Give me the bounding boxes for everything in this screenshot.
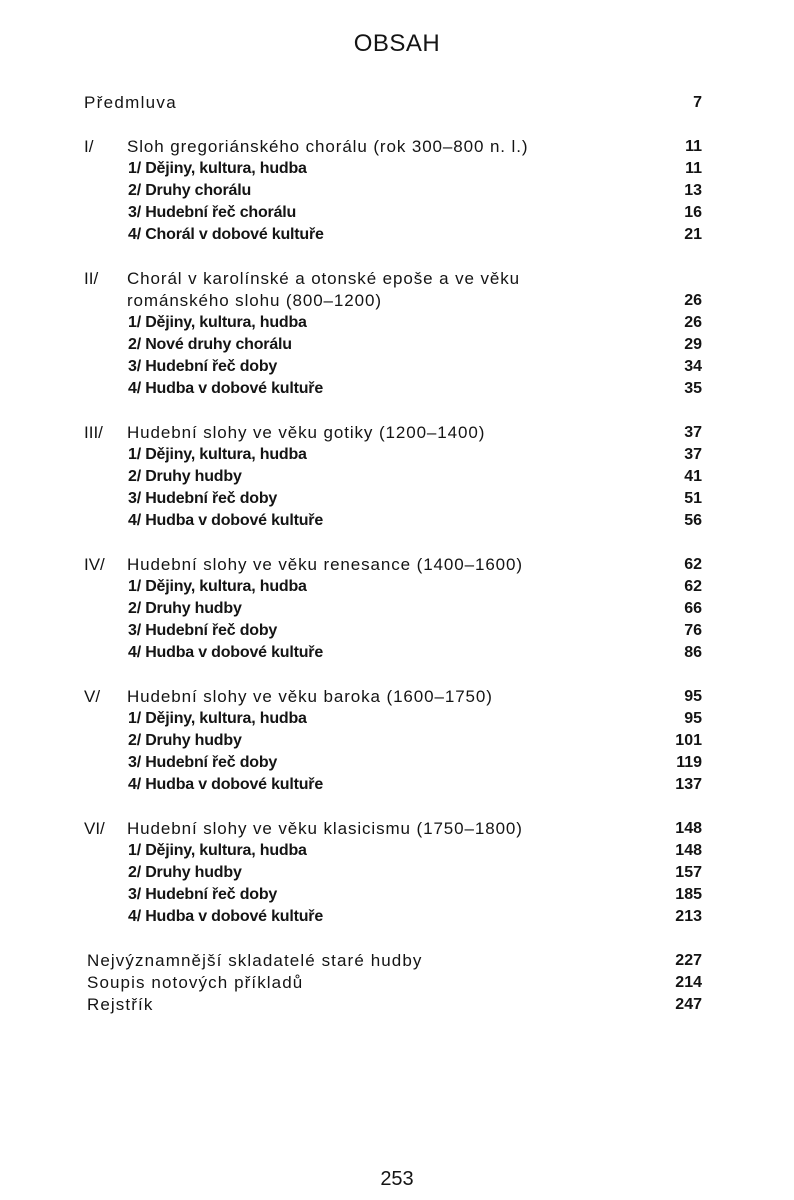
section-page: 101	[675, 732, 702, 749]
section-text: 3/ Hudební řeč doby	[128, 358, 278, 375]
section-page: 95	[684, 710, 702, 727]
chapter-page: 11	[685, 138, 702, 155]
section-text: 2/ Druhy chorálu	[128, 182, 252, 199]
section-page: 66	[684, 600, 702, 617]
section-page: 185	[675, 886, 702, 903]
section-page: 148	[675, 842, 702, 859]
section-page: 37	[684, 446, 702, 463]
toc-entry-index	[80, 994, 702, 1016]
section-page: 13	[684, 182, 702, 199]
section-entry	[80, 202, 702, 224]
section-page: 11	[685, 160, 702, 177]
chapter-title: Hudební slohy ve věku renesance (1400–1600)	[127, 555, 523, 574]
section-page: 76	[684, 622, 702, 639]
section-text: 1/ Dějiny, kultura, hudba	[128, 160, 307, 177]
section-entry	[80, 334, 702, 356]
chapter-number: VI/	[84, 819, 105, 838]
section-text: 3/ Hudební řeč doby	[128, 490, 278, 507]
chapter-number: I/	[84, 137, 94, 156]
chapter-page: 62	[684, 556, 702, 573]
chapter-heading-2-cont	[80, 290, 702, 312]
section-text: 2/ Druhy hudby	[128, 732, 242, 749]
section-page: 29	[684, 336, 702, 353]
section-page: 21	[684, 226, 702, 243]
toc-entry-page: 7	[693, 94, 702, 111]
section-text: 3/ Hudební řeč doby	[128, 886, 278, 903]
chapter-heading-3	[80, 422, 702, 444]
section-entry	[80, 180, 702, 202]
toc-entry-page: 247	[675, 996, 702, 1013]
section-page: 34	[684, 358, 702, 375]
chapter-number: II/	[84, 269, 99, 288]
section-text: 3/ Hudební řeč doby	[128, 622, 278, 639]
section-text: 1/ Dějiny, kultura, hudba	[128, 446, 307, 463]
section-text: 4/ Chorál v dobové kultuře	[128, 226, 324, 243]
chapter-page: 148	[675, 820, 702, 837]
chapter-title-continued: románského slohu (800–1200)	[127, 291, 382, 310]
toc-entry-page: 214	[675, 974, 702, 991]
section-page: 16	[684, 204, 702, 221]
chapter-title: Hudební slohy ve věku klasicismu (1750–1800)	[127, 819, 523, 838]
toc-entry-text: Rejstřík	[87, 995, 154, 1014]
section-page: 86	[684, 644, 702, 661]
section-text: 3/ Hudební řeč doby	[128, 754, 278, 771]
section-entry	[80, 884, 702, 906]
section-entry	[80, 510, 702, 532]
chapter-number: IV/	[84, 555, 105, 574]
section-text: 2/ Druhy hudby	[128, 468, 242, 485]
section-page: 26	[684, 314, 702, 331]
section-page: 35	[684, 380, 702, 397]
section-text: 2/ Druhy hudby	[128, 600, 242, 617]
section-entry	[80, 158, 702, 180]
section-entry	[80, 862, 702, 884]
chapter-title: Hudební slohy ve věku gotiky (1200–1400)	[127, 423, 486, 442]
section-text: 4/ Hudba v dobové kultuře	[128, 908, 324, 925]
section-text: 4/ Hudba v dobové kultuře	[128, 380, 324, 397]
section-entry	[80, 730, 702, 752]
chapter-number: III/	[84, 423, 103, 442]
section-text: 4/ Hudba v dobové kultuře	[128, 776, 324, 793]
toc-entry-text: Předmluva	[84, 93, 177, 112]
section-entry	[80, 224, 702, 246]
page-title: OBSAH	[353, 30, 441, 57]
section-entry	[80, 774, 702, 796]
section-entry	[80, 708, 702, 730]
section-page: 62	[684, 578, 702, 595]
chapter-heading-5	[80, 686, 702, 708]
chapter-page: 95	[684, 688, 702, 705]
toc-entry-text: Nejvýznamnější skladatelé staré hudby	[87, 951, 423, 970]
section-entry	[80, 312, 702, 334]
toc-entry-page: 227	[675, 952, 702, 969]
section-entry	[80, 444, 702, 466]
section-page: 41	[684, 468, 702, 485]
section-entry	[80, 620, 702, 642]
section-entry	[80, 752, 702, 774]
section-entry	[80, 906, 702, 928]
toc-entry-preface	[80, 92, 702, 114]
chapter-number: V/	[84, 687, 101, 706]
chapter-page: 37	[684, 424, 702, 441]
section-text: 1/ Dějiny, kultura, hudba	[128, 842, 307, 859]
section-entry	[80, 840, 702, 862]
section-entry	[80, 356, 702, 378]
section-text: 3/ Hudební řeč chorálu	[128, 204, 297, 221]
section-text: 1/ Dějiny, kultura, hudba	[128, 314, 307, 331]
section-page: 56	[684, 512, 702, 529]
section-page: 119	[676, 754, 702, 771]
chapter-page: 26	[684, 292, 702, 309]
section-page: 157	[675, 864, 702, 881]
section-entry	[80, 598, 702, 620]
section-page: 213	[675, 908, 702, 925]
toc-entry-composers	[80, 950, 702, 972]
table-of-contents	[80, 92, 702, 1016]
section-text: 2/ Druhy hudby	[128, 864, 242, 881]
section-page: 51	[684, 490, 702, 507]
section-text: 4/ Hudba v dobové kultuře	[128, 644, 324, 661]
toc-entry-text: Soupis notových příkladů	[87, 973, 304, 992]
section-text: 1/ Dějiny, kultura, hudba	[128, 710, 307, 727]
toc-entry-examples	[80, 972, 702, 994]
section-text: 4/ Hudba v dobové kultuře	[128, 512, 324, 529]
chapter-title: Chorál v karolínské a otonské epoše a ve věku	[127, 269, 520, 288]
section-page: 137	[675, 776, 702, 793]
page-number: 253	[380, 1168, 414, 1190]
section-entry	[80, 488, 702, 510]
section-entry	[80, 466, 702, 488]
chapter-heading-6	[80, 818, 702, 840]
section-entry	[80, 642, 702, 664]
section-text: 2/ Nové druhy chorálu	[128, 336, 292, 353]
chapter-heading-1	[80, 136, 702, 158]
chapter-title: Hudební slohy ve věku baroka (1600–1750)	[127, 687, 493, 706]
section-entry	[80, 576, 702, 598]
section-entry	[80, 378, 702, 400]
chapter-heading-2	[80, 268, 702, 290]
chapter-title: Sloh gregoriánského chorálu (rok 300–800 n. l.)	[127, 137, 529, 156]
section-text: 1/ Dějiny, kultura, hudba	[128, 578, 307, 595]
chapter-heading-4	[80, 554, 702, 576]
